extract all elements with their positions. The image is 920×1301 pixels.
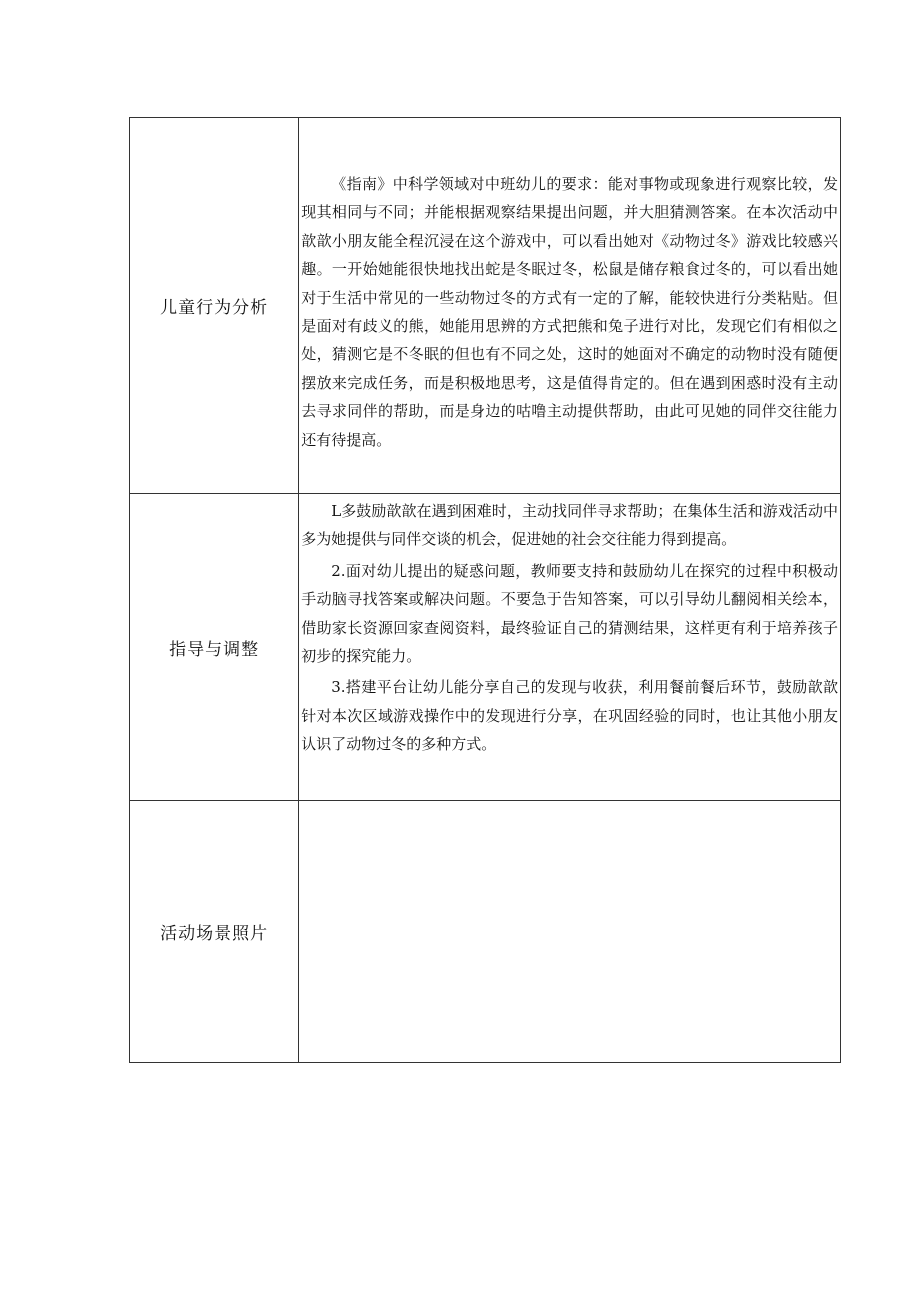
record-table [129,117,841,1063]
guidance-item-3: 3.搭建平台让幼儿能分享自己的发现与收获，利用餐前餐后环节，鼓励歆歆针对本次区域游戏操作中的发现进行分享，在巩固经验的同时，也让其他小朋友认识了动物过冬的多种方式。 [301,678,838,754]
guidance-item-2: 2.面对幼儿提出的疑惑问题，教师要支持和鼓励幼儿在探究的过程中积极动手动脑寻找答案或解决问题。不要急于告知答案，可以引导幼儿翻阅相关绘本，借助家长资源回家查阅资料，最终验证自己的猜测结果，这样更有利于培养孩子初步的探究能力。 [301,561,838,666]
activity-photos-cell [299,801,841,1063]
guidance-item-1: L多鼓励歆歆在遇到困难时，主动找同伴寻求帮助；在集体生活和游戏活动中多为她提供与同伴交谈的机会，促进她的社会交往能力得到提高。 [301,502,838,549]
row-label-activity-photos: 活动场景照片 [130,801,299,1063]
guidance-cell [299,494,841,801]
behavior-analysis-cell [299,118,841,494]
row-label-guidance: 指导与调整 [130,494,299,801]
table-row-guidance [130,494,841,801]
table-row-activity-photos [130,801,841,1063]
guidance-list-wrapper [301,494,838,759]
guidance-list [301,497,838,759]
row-label-behavior-analysis: 儿童行为分析 [130,118,299,494]
behavior-analysis-text: 《指南》中科学领域对中班幼儿的要求：能对事物或现象进行观察比较，发现其相同与不同；并能根据观察结果提出问题，并大胆猜测答案。在本次活动中歆歆小朋友能全程沉浸在这个游戏中，可以看出她对《动物过冬》游戏比较感兴趣。一开始她能很快地找出蛇是冬眠过冬，松鼠是储存粮食过冬的，可以看出她对于生活中常见的一些动物过冬的方式有一定的了解，能较快进行分类粘贴。但是面对有歧义的熊，她能用思辨的方式把熊和兔子进行对比，发现它们有相似之处，猜测它是不冬眠的但也有不同之处，这时的她面对不确定的动物时没有随便摆放来完成任务，而是积极地思考，这是值得肯定的。但在遇到困惑时没有主动去寻求同伴的帮助，而是身边的咕噜主动提供帮助，由此可见她的同伴交往能力还有待提高。 [301,175,838,449]
table-row-behavior-analysis [130,118,841,494]
